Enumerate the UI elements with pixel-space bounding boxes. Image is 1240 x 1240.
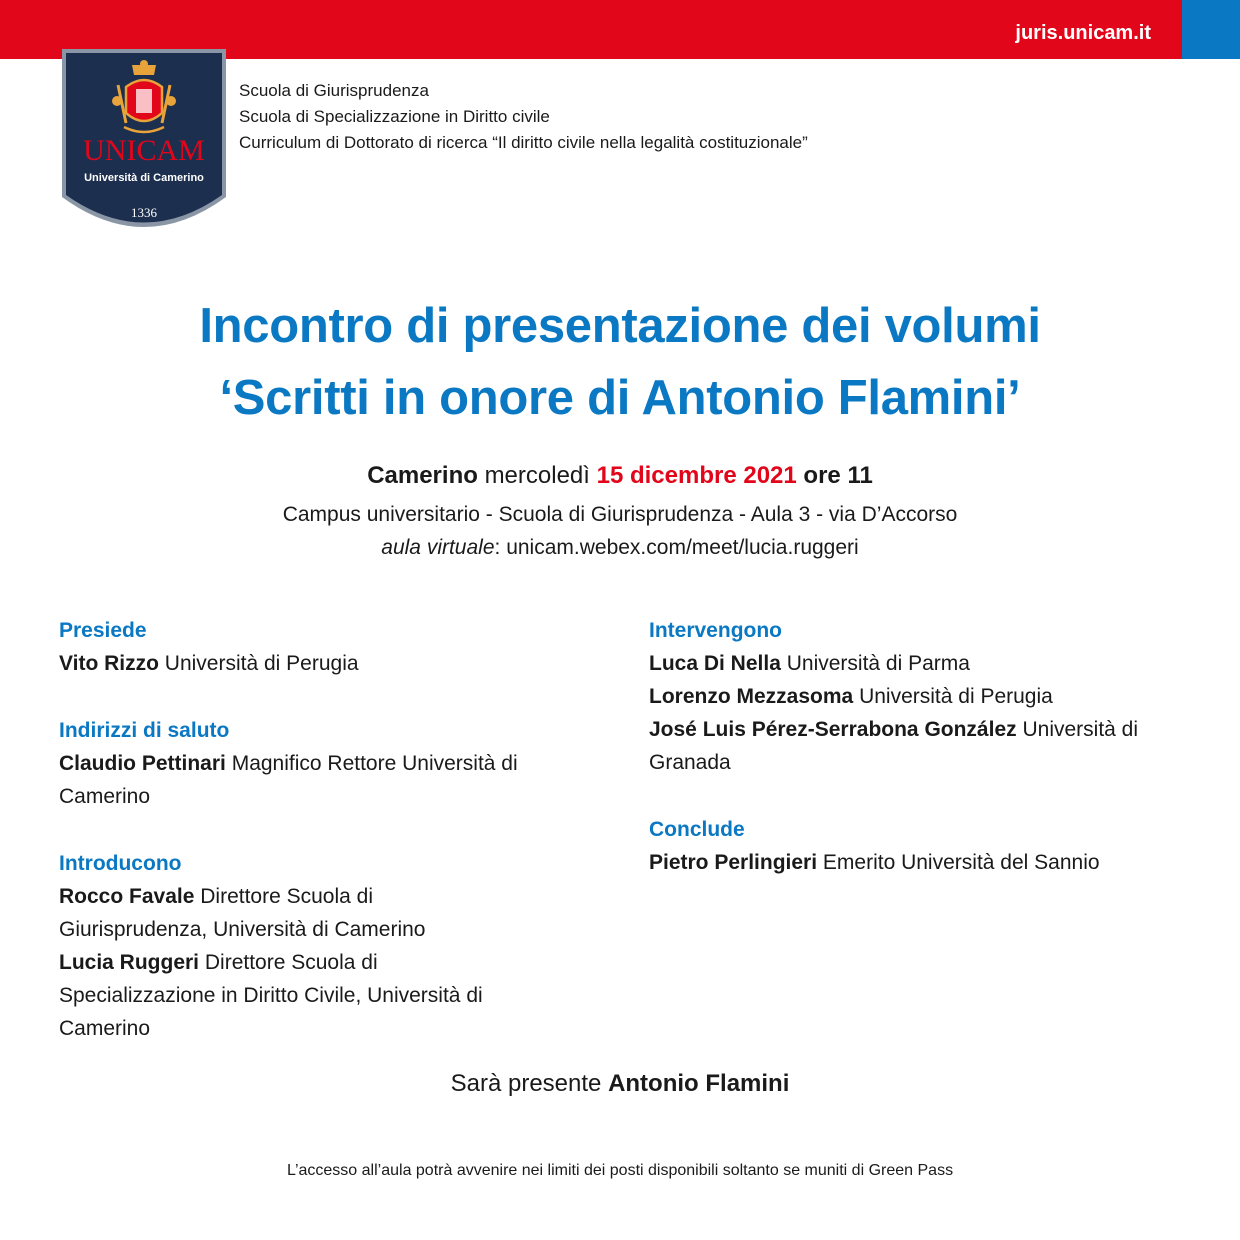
speaker-entry: [649, 713, 1179, 779]
speaker-name: Luca Di Nella: [649, 652, 781, 675]
event-datetime: [0, 462, 1240, 490]
speaker-role: Università di Granada: [649, 718, 1139, 774]
logo-subtitle: Università di Camerino: [84, 172, 204, 184]
program-left-column: [59, 614, 559, 1079]
speaker-entry: [59, 647, 559, 680]
speaker-entry: [59, 747, 559, 813]
schools-list: [239, 78, 808, 156]
speaker-name: Lorenzo Mezzasoma: [649, 685, 854, 708]
speaker-entry: [649, 647, 1179, 680]
program-section: [59, 614, 559, 680]
top-bar-accent: [1182, 0, 1240, 59]
section-title: Conclude: [649, 818, 745, 841]
virtual-separator: :: [494, 536, 501, 559]
guest-prefix: Sarà presente: [450, 1070, 602, 1097]
speaker-entry: [59, 946, 539, 1045]
section-title: Intervengono: [649, 619, 783, 642]
logo-year: 1336: [131, 205, 157, 220]
virtual-room: [0, 536, 1240, 560]
program-section: [59, 847, 559, 1045]
event-title: [0, 290, 1240, 434]
speaker-role: Università di Perugia: [859, 685, 1053, 708]
event-time: ore 11: [803, 462, 873, 489]
program-section: [59, 714, 559, 813]
virtual-label: aula virtuale: [381, 536, 495, 559]
section-title: Indirizzi di saluto: [59, 719, 230, 742]
title-line-1: Incontro di presentazione dei volumi: [199, 299, 1041, 353]
speaker-role: Direttore Scuola di Giurisprudenza, Università di Camerino: [59, 885, 426, 941]
event-weekday: mercoledì: [484, 462, 590, 489]
speaker-role: Emerito Università del Sannio: [822, 851, 1100, 874]
section-title: Introducono: [59, 852, 182, 875]
event-location: Campus universitario - Scuola di Giurisprudenza - Aula 3 - via D’Accorso: [282, 503, 958, 526]
speaker-name: Pietro Perlingieri: [649, 851, 818, 874]
speaker-entry: [649, 846, 1179, 879]
program-section: [649, 813, 1179, 879]
program-section: [649, 614, 1179, 779]
virtual-room-link[interactable]: unicam.webex.com/meet/lucia.ruggeri: [506, 536, 859, 559]
speaker-name: Rocco Favale: [59, 885, 195, 908]
guest-name: Antonio Flamini: [608, 1070, 790, 1097]
logo-brand: UNICAM: [83, 134, 205, 167]
special-guest: [0, 1070, 1240, 1098]
speaker-role: Università di Parma: [786, 652, 970, 675]
program-right-column: [649, 614, 1179, 913]
school-line: Scuola di Giurisprudenza: [239, 81, 429, 100]
speaker-role: Università di Perugia: [164, 652, 359, 675]
event-city: Camerino: [367, 462, 478, 489]
title-line-2: ‘Scritti in onore di Antonio Flamini’: [219, 371, 1021, 425]
speaker-name: José Luis Pérez-Serrabona González: [649, 718, 1017, 741]
speaker-entry: [649, 680, 1179, 713]
access-note: L’accesso all’aula potrà avvenire nei limiti dei posti disponibili soltanto se muniti di Green Pass: [286, 1162, 954, 1179]
event-date: 15 dicembre 2021: [596, 462, 797, 489]
section-title: Presiede: [59, 619, 147, 642]
speaker-name: Claudio Pettinari: [59, 752, 226, 775]
site-url-link[interactable]: juris.unicam.it: [1015, 22, 1151, 44]
speaker-role: Magnifico Rettore Università di Camerino: [59, 752, 518, 808]
speaker-name: Vito Rizzo: [59, 652, 159, 675]
school-line: Curriculum di Dottorato di ricerca “Il diritto civile nella legalità costituzionale”: [239, 133, 808, 152]
unicam-logo: [60, 47, 228, 252]
speaker-name: Lucia Ruggeri: [59, 951, 200, 974]
speaker-role: Direttore Scuola di Specializzazione in Diritto Civile, Università di Camerino: [59, 951, 483, 1040]
speaker-entry: [59, 880, 499, 946]
school-line: Scuola di Specializzazione in Diritto civile: [239, 107, 550, 126]
